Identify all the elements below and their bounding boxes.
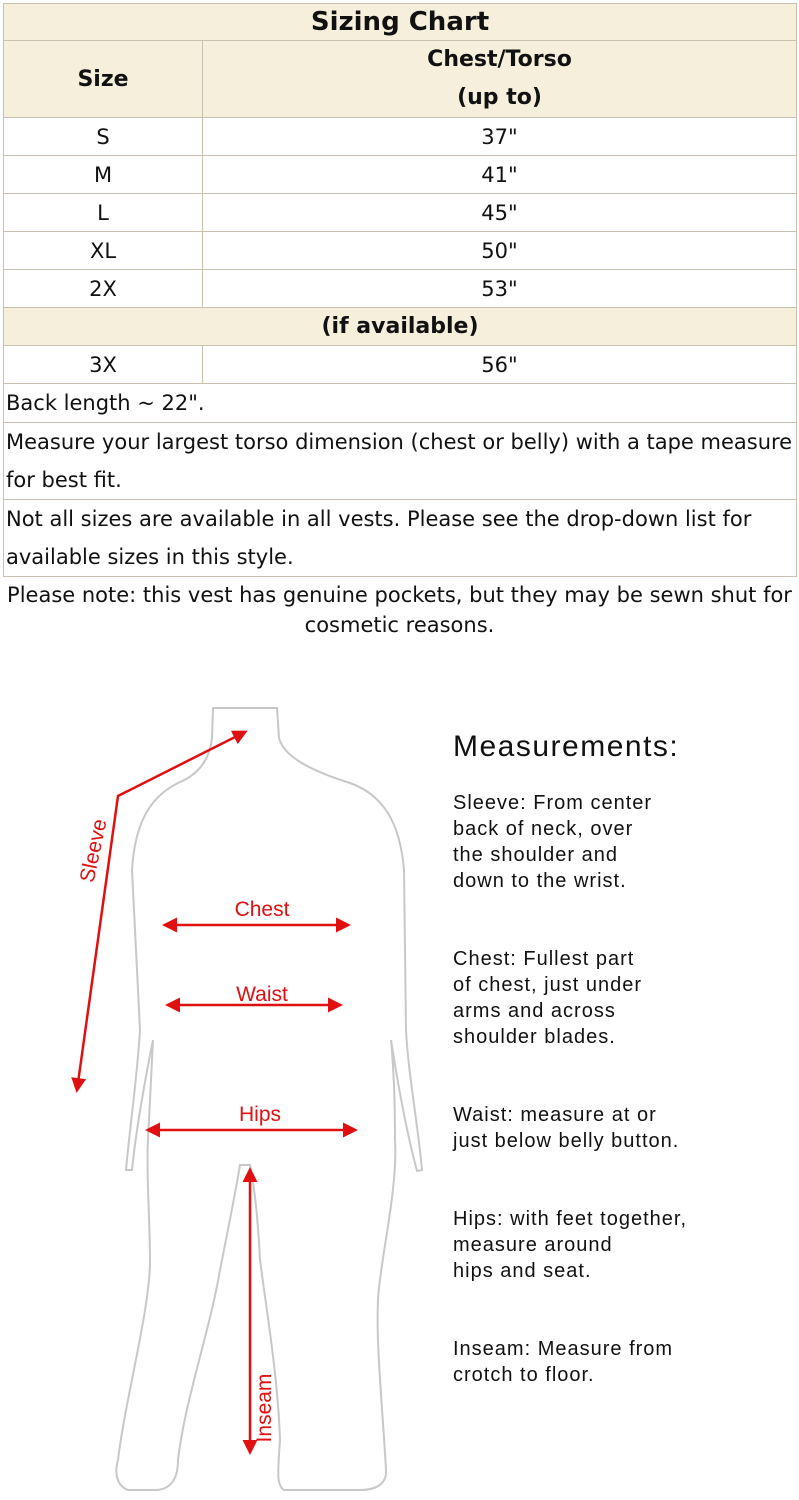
table-row bbox=[4, 194, 797, 232]
chest-cell: 45" bbox=[203, 194, 797, 232]
table-row bbox=[4, 346, 797, 384]
description-line: the shoulder and bbox=[453, 844, 619, 866]
chest-label: Chest bbox=[234, 898, 290, 921]
chest-cell: 50" bbox=[203, 232, 797, 270]
measurements-panel bbox=[453, 730, 793, 1388]
description-line: hips and seat. bbox=[453, 1260, 592, 1282]
size-cell: M bbox=[4, 156, 203, 194]
body-measurement-diagram bbox=[60, 700, 440, 1500]
description-line: Chest: Fullest part bbox=[453, 948, 635, 970]
size-cell: L bbox=[4, 194, 203, 232]
chest-header-line1: Chest/Torso bbox=[427, 47, 572, 72]
size-cell: XL bbox=[4, 232, 203, 270]
chest-cell: 56" bbox=[203, 346, 797, 384]
description-line: Sleeve: From center bbox=[453, 792, 653, 814]
inseam-description bbox=[453, 1336, 793, 1388]
description-line: down to the wrist. bbox=[453, 870, 627, 892]
back-length-note: Back length ~ 22". bbox=[4, 384, 797, 423]
body-silhouette bbox=[116, 708, 422, 1490]
sleeve-arrow bbox=[77, 732, 245, 1090]
waist-description bbox=[453, 1102, 793, 1154]
description-line: shoulder blades. bbox=[453, 1026, 616, 1048]
description-line: just below belly button. bbox=[453, 1130, 680, 1152]
size-column-header: Size bbox=[4, 41, 203, 118]
pocket-note: Please note: this vest has genuine pockets, but they may be sewn shut for cosmetic reasons. bbox=[7, 583, 792, 637]
table-row bbox=[4, 270, 797, 308]
chest-column-header bbox=[203, 41, 797, 118]
waist-label: Waist bbox=[236, 983, 288, 1006]
hips-description bbox=[453, 1206, 793, 1284]
measurements-title: Measurements: bbox=[453, 730, 680, 763]
chest-cell: 53" bbox=[203, 270, 797, 308]
sleeve-description bbox=[453, 790, 793, 894]
chest-cell: 37" bbox=[203, 118, 797, 156]
availability-header: (if available) bbox=[4, 308, 797, 346]
size-cell: 2X bbox=[4, 270, 203, 308]
hips-label: Hips bbox=[238, 1103, 282, 1126]
description-line: Hips: with feet together, bbox=[453, 1208, 688, 1230]
size-cell: 3X bbox=[4, 346, 203, 384]
inseam-label: Inseam bbox=[253, 1373, 276, 1443]
chest-description bbox=[453, 946, 793, 1050]
sleeve-label: Sleeve bbox=[75, 816, 112, 885]
table-title: Sizing Chart bbox=[4, 4, 797, 41]
description-line: Inseam: Measure from bbox=[453, 1338, 674, 1360]
description-line: back of neck, over bbox=[453, 818, 634, 840]
availability-note: Not all sizes are available in all vests. Please see the drop-down list for available sizes in this style. bbox=[4, 500, 797, 577]
description-line: crotch to floor. bbox=[453, 1364, 595, 1386]
description-line: of chest, just under bbox=[453, 974, 642, 996]
description-line: arms and across bbox=[453, 1000, 616, 1022]
size-cell: S bbox=[4, 118, 203, 156]
chest-cell: 41" bbox=[203, 156, 797, 194]
table-row bbox=[4, 156, 797, 194]
table-row bbox=[4, 118, 797, 156]
description-line: Waist: measure at or bbox=[453, 1104, 657, 1126]
sizing-chart-table bbox=[3, 3, 797, 577]
chest-header-line2: (up to) bbox=[457, 85, 542, 110]
body-outline-figure bbox=[60, 700, 440, 1500]
measure-advice-note: Measure your largest torso dimension (chest or belly) with a tape measure for best fit. bbox=[4, 423, 797, 500]
table-row bbox=[4, 232, 797, 270]
description-line: measure around bbox=[453, 1234, 613, 1256]
